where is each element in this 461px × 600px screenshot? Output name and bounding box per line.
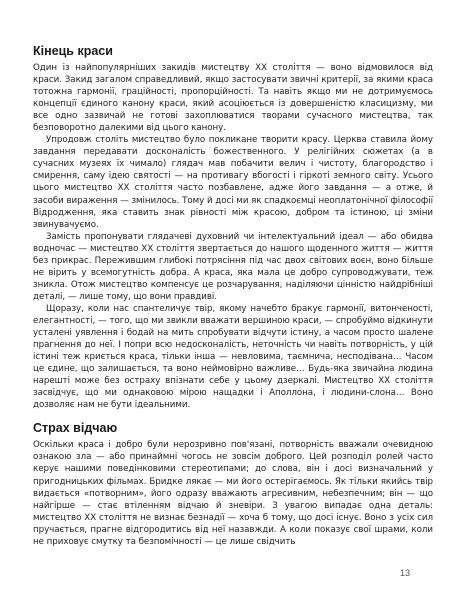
paragraph: Оскільки краса і добро були нерозривно пов'язані, потворність вважали очевидною ознакою зла — або принаймні чогось не зовсім доброго. Цей розподіл ролей часто керує нашими поведінковими стереотипами; до слова, він і досі визначальний у пригодницьких фільмах. Бридке лякає — ми його остерігаємось. Як тільки якийсь твір видається «потворним», його одразу вважають агресивним, небезпечним; він — що найгірше — стає втіленням відчаю й зневіри. З увагою випадає одна деталь: мистецтво XX століття не визнає безнадії — хоча б тому, що досі існує. Воно з усіх сил пручається, прагне відгородитись від неї назавжди. А коли показує свої шрами, коли не приховує смутку та безпомічності — це лише свідчить (33, 440, 433, 547)
section-fear-of-despair (33, 421, 433, 547)
section-heading-end-of-beauty: Кінець краси (33, 44, 113, 58)
paragraph: Щоразу, коли нас спантеличує твір, якому начебто бракує гармонії, витонченості, елегантності, — того, що ми звикли вважати вершиною краси, — спробуймо відкинути усталені уявлення і бодай на мить спробувати відчути істину, а часом просто шалене прагнення до неї. І попри всю недосконалість, неточність чи навіть потворність, у цій істині теж криється краса, тільки інша — невловима, таємнича, несподівана… Часом це єдине, що залишається, та воно неймовірно важливе… Будь-яка звичайна людина нарешті може без остраху впізнати себе у цьому дзеркалі. Мистецтво XX століття засвідчує, що ми однаковою мірою нащадки і Аполлона, і людини-слона… Воно дозволяє нам не бути ідеальними. (33, 303, 433, 411)
page-number: 13 (400, 568, 411, 578)
paragraph: Один із найпопулярніших закидів мистецтву XX століття — воно відмовилося від краси. Закид загалом справедливий, якщо застосувати звичні критерії, за якими краса тотожна гармонії, граційності, пропорційності. Та навіть якщо ми не дотримуємось концепції єдиного канону краси, який асоціюється із довершеністю класицизму, ми все одно зазвичай не готові захоплюватися творами сучасного мистецтва, так безповоротно далекими від цього канону. (33, 63, 433, 134)
paragraph: Замість пропонувати глядачеві духовний чи інтелектуальний ідеал — або обидва водночас — мистецтво XX століття звертається до нашого щоденного життя — життя без прикрас. Пережившим глибокі потрясіння під час двох світових воєн, воно більше не вірить у всемогутність добра. А краса, яка мала це добро супроводжувати, теж зникла. Отож мистецтво компенсує це розчарування, наділяючи цінністю найдрібніші деталі, — лише тому, що вони правдиві. (33, 231, 433, 302)
page-content (33, 44, 433, 548)
section-heading-fear-of-despair: Страх відчаю (33, 421, 118, 436)
paragraph: Упродовж століть мистецтво було покликане творити красу. Церква ставила йому завдання передавати досконалість божественного. У релігійних сюжетах (а в сучасних музеях їх чимало) глядач мав побачити велич і чистоту, благородство і смирення, саму ідею святості — на противагу вбогості і гіркоті земного світу. Усього цього мистецтво XX століття часто позбавлене, адже його завдання — а отже, й засоби вираження — змінилось. Тому й досі ми як спадкоємці неоплатонічної філософії Відродження, яка ставить знак рівності між красою, добром та істиною, ці зміни звинувачуємо. (33, 135, 433, 230)
